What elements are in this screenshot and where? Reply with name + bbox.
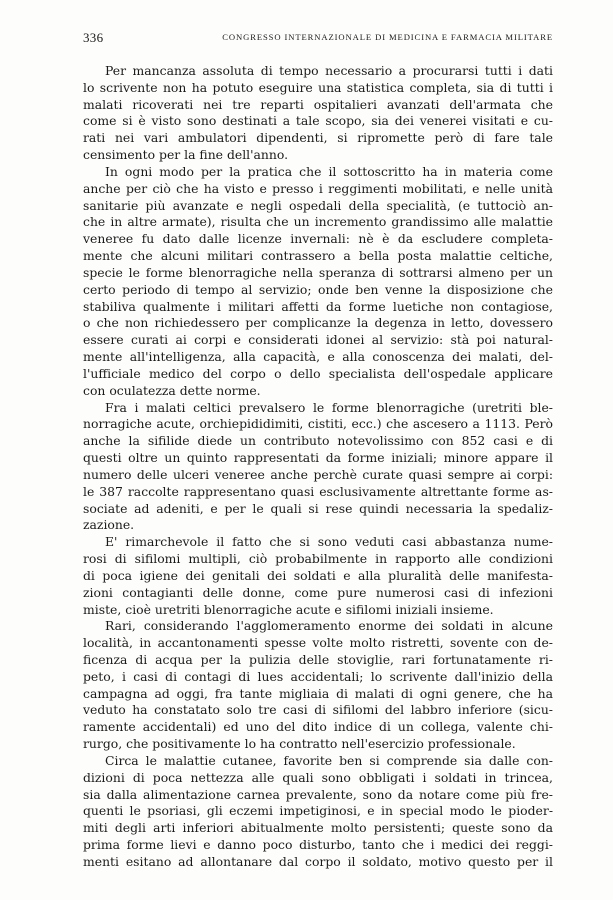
text-line: Fra i malati celtici prevalsero le forme blenorragiche (uretriti ble- bbox=[105, 399, 553, 415]
text-line: come si è visto sono destinati a tale scopo, sia dei venerei visitati e cu- bbox=[83, 113, 553, 129]
text-line: veduto ha constatato solo tre casi di sifilomi del labbro inferiore (sicu- bbox=[83, 702, 553, 718]
text-line: numero delle ulceri veneree anche perchè curate quasi sempre ai corpi: bbox=[83, 466, 553, 482]
text-line: Per mancanza assoluta di tempo necessario a procurarsi tutti i dati bbox=[105, 63, 553, 78]
text-line: veneree fu dato dalle licenze invernali: nè è da escludere completa- bbox=[83, 231, 553, 247]
running-head: CONGRESSO INTERNAZIONALE DI MEDICINA E FARMACIA MILITARE bbox=[222, 32, 553, 42]
page-number: 336 bbox=[83, 30, 104, 45]
text-line: zazione. bbox=[83, 517, 135, 533]
text-line: l'ufficiale medico del corpo o dello specialista dell'ospedale applicare bbox=[83, 365, 553, 381]
body-text bbox=[83, 63, 553, 871]
text-line: Circa le malattie cutanee, favorite ben si comprende sia dalle con- bbox=[105, 752, 553, 768]
text-line: dizioni di poca nettezza alle quali sono obbligati i soldati in trincea, bbox=[83, 769, 553, 785]
text-line: malati ricoverati nei tre reparti ospitalieri avanzati dell'armata che bbox=[83, 96, 553, 112]
text-line: con oculatezza dette norme. bbox=[83, 382, 261, 398]
text-line: anche per ciò che ha visto e presso i reggimenti mobilitati, e nelle unità bbox=[83, 180, 553, 196]
text-line: ficenza di acqua per la pulizia delle stoviglie, rari fortunatamente ri- bbox=[83, 651, 553, 667]
text-line: peto, i casi di contagi di lues accidentali; lo scrivente dall'inizio della bbox=[83, 668, 553, 684]
text-line: mente che alcuni militari contrassero a bella posta malattie celtiche, bbox=[83, 248, 553, 264]
text-line: o che non richiedessero per complicanze la degenza in letto, dovessero bbox=[83, 315, 553, 331]
text-line: certo periodo di tempo al servizio; onde ben venne la disposizione che bbox=[83, 281, 553, 297]
text-line: censimento per la fine dell'anno. bbox=[83, 147, 289, 163]
text-line: rurgo, che positivamente lo ha contratto nell'esercizio professionale. bbox=[83, 736, 516, 752]
text-line: miti degli arti inferiori abitualmente molto persistenti; queste sono da bbox=[83, 820, 553, 836]
text-line: rati nei vari ambulatori dipendenti, si ripromette però di fare tale bbox=[83, 130, 553, 146]
text-line: sociate ad adeniti, e per le quali si rese quindi necessaria la spedaliz- bbox=[83, 500, 553, 516]
text-line: In ogni modo per la pratica che il sottoscritto ha in materia come bbox=[105, 163, 553, 179]
text-line: sanitarie più avanzate e negli ospedali della specialità, (e tuttociò an- bbox=[83, 197, 553, 213]
text-line: stabiliva qualmente i militari affetti da forme luetiche non contagiose, bbox=[83, 298, 553, 314]
paragraph bbox=[83, 618, 553, 753]
text-line: norragiche acute, orchiepididimiti, cistiti, ecc.) che ascesero a 1113. Però bbox=[83, 416, 553, 432]
text-line: lo scrivente non ha potuto eseguire una statistica completa, sia di tutti i bbox=[83, 79, 553, 95]
page-header bbox=[83, 30, 553, 50]
paragraph bbox=[83, 753, 553, 871]
text-line: menti esitano ad allontanare dal corpo il soldato, motivo questo per il bbox=[83, 853, 553, 869]
text-line: zioni contagianti delle donne, come pure numerosi casi di infezioni bbox=[83, 584, 553, 600]
text-line: miste, cioè uretriti blenorragiche acute e sifilomi iniziali insieme. bbox=[83, 601, 494, 617]
paragraph bbox=[83, 534, 553, 618]
text-line: mente all'intelligenza, alla capacità, e alla conoscenza dei malati, del- bbox=[83, 349, 553, 365]
text-line: che in altre armate), risulta che un incremento grandissimo alle malattie bbox=[83, 214, 553, 230]
text-line: E' rimarchevole il fatto che si sono veduti casi abbastanza nume- bbox=[105, 534, 553, 550]
text-line: sia dalla alimentazione carnea prevalente, sono da notare come più fre- bbox=[83, 786, 553, 802]
text-line: campagna ad oggi, fra tante migliaia di malati di ogni genere, che ha bbox=[83, 685, 553, 701]
text-line: di poca igiene dei genitali dei soldati e alla pluralità delle manifesta- bbox=[83, 567, 553, 583]
paragraph bbox=[83, 63, 553, 164]
paragraph bbox=[83, 164, 553, 400]
text-line: le 387 raccolte rappresentano quasi esclusivamente altrettante forme as- bbox=[83, 483, 553, 499]
text-line: località, in accantonamenti spesse volte molto ristretti, sovente con de- bbox=[83, 635, 553, 651]
text-line: rosi di sifilomi multipli, ciò probabilmente in rapporto alle condizioni bbox=[83, 551, 553, 567]
text-line: questi oltre un quinto rappresentati da forme iniziali; minore appare il bbox=[83, 450, 553, 466]
text-line: prima forme lievi e danno poco disturbo, tanto che i medici dei reggi- bbox=[83, 837, 553, 853]
text-line: Rari, considerando l'agglomeramento enorme dei soldati in alcune bbox=[105, 618, 553, 634]
text-line: specie le forme blenorragiche nella speranza di sottrarsi almeno per un bbox=[83, 264, 553, 280]
text-line: ramente accidentali) ed uno del dito indice di un collega, valente chi- bbox=[83, 719, 553, 735]
text-line: essere curati ai corpi e considerati idonei al servizio: stà poi natural- bbox=[83, 332, 553, 348]
text-line: anche la sifilide diede un contributo notevolissimo con 852 casi e di bbox=[83, 433, 553, 449]
paragraph bbox=[83, 400, 553, 535]
text-line: quenti le psoriasi, gli eczemi impetiginosi, e in special modo le pioder- bbox=[83, 803, 553, 819]
